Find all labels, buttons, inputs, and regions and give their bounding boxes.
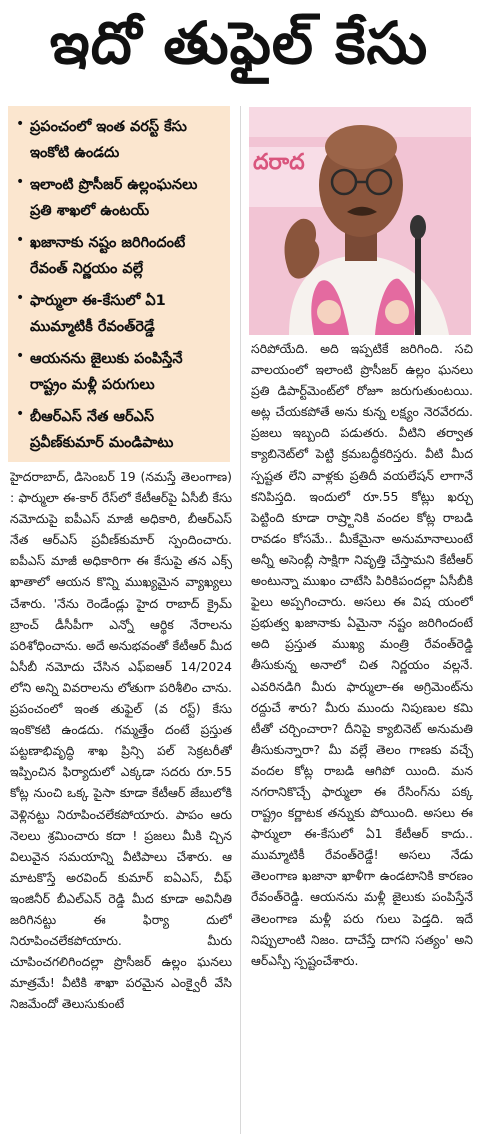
highlight-item	[16, 230, 224, 282]
highlight-text: ఫార్ములా ఈ-కేసులో ఏ1 ముమ్మాటికీ రేవంత్‌రెడ్డే	[30, 293, 166, 335]
article-column-right: సరిపోయేది. అది ఇప్పటికే జరిగింది. సచి వాలయంలో ఇలాంటి ప్రొసీజర్ ఉల్లం ఘనలు ప్రతి డిపార్ట్‌మెంట్‌లో రోజూ జరుగుతుంటయి. అట్ల చేయకపోతే అను కున్న లక్ష్యం నెరవేరదు. ప్రజలు ఇబ్బంది పడుతరు. వీటిని తర్వాత క్యాబినెట్‌లో పెట్టి క్రమబద్ధీకరిస్తరు. వీటి మీద స్పష్టత లేని వాళ్లకు ప్రతిదీ వయలేషన్ లాగానే కనిపిస్తది. ఇందులో రూ.55 కోట్లు ఖర్చు పెట్టింది కూడా రాష్ర్టానికి వందల కోట్ల రాబడి రావడం కోసమే.. మీకేమైనా అనుమానాలుంటే అన్నీ అసెంబ్లీ సాక్షిగా నివృత్తి చేస్తామని కేటీఆర్ అంటున్నా ముఖం చాటేసి పిరికిపందల్లా ఏసీబీకి ఫైలు అప్పగించారు. అసలు ఈ విష యంలో ప్రభుత్వ ఖజానాకు ఏమైనా నష్టం జరిగిందంటే అది ప్రస్తుత ముఖ్య మంత్రి రేవంత్‌రెడ్డి తీసుకున్న అనాలో చిత నిర్ణయం వల్లనే. ఎవరినడిగి మీరు ఫార్ములా-ఈ అగ్రిమెంట్‌ను రద్దుచే శారు? మీరు ముందు నిపుణుల కమి టీతో చర్చించారా? దీనిపై క్యాబినెట్ అనుమతి తీసుకున్నారా? మీ వల్లే తెలం గాణకు వచ్చే వందల కోట్ల రాబడి ఆగిపో యింది. మన నగరానికొచ్చే ఫార్ములా ఈ రేసింగ్‌ను పక్క రాష్ట్రం కర్ణాటక తన్నుకు పోయింది. అసలు ఈ ఫార్ములా ఈ-కేసులో ఏ1 కేటీఆర్ కాదు.. ముమ్మాటికీ రేవంత్‌రెడ్డే! అసలు నేడు తెలంగాణ ఖజానా ఖాళీగా ఉండటానికి కారణం రేవంత్‌రెడ్డి. ఆయనను మళ్లీ జైలుకు పంపిస్తేనే తెలంగాణ మళ్లీ పరు గులు పెడ్తది. ఇదే నిప్పులాంటి నిజం. దాచేస్తే దాగని సత్యం' అని ఆర్ఎస్పీ స్పష్టంచేశారు.	[251, 341, 473, 968]
bullet-icon: •	[16, 406, 25, 422]
highlight-text: ప్రపంచంలో ఇంత వరస్ట్ కేసు ఇంకోటి ఉండదు	[30, 119, 187, 161]
highlight-text: ఖజానాకు నష్టం జరిగిందంటే రేవంత్ నిర్ణయం వల్లే	[30, 235, 186, 277]
headline: ఇదో తుఫైల్ కేసు	[49, 8, 429, 77]
highlight-item	[16, 288, 224, 340]
speaker-photo	[249, 107, 471, 335]
bullet-icon: •	[16, 348, 25, 364]
highlight-text: ఇలాంటి ప్రొసీజర్ ఉల్లంఘనలు ప్రతి శాఖలో ఉంటయ్	[30, 177, 198, 219]
speaker-photo-illustration	[249, 107, 471, 335]
bullet-icon: •	[16, 174, 25, 190]
backdrop-text: దరాద	[253, 150, 305, 175]
bullet-icon: •	[16, 232, 25, 248]
highlight-text: బీఆర్ఎస్ నేత ఆర్ఎస్ ప్రవీణ్‌కుమార్ మండిపాటు	[30, 409, 174, 451]
bullet-icon: •	[16, 290, 25, 306]
highlight-item	[16, 172, 224, 224]
highlight-text: ఆయనను జైలుకు పంపిస్తేనే రాష్ట్రం మళ్లీ పరుగులు	[30, 351, 183, 393]
highlights-box	[8, 106, 230, 462]
column-divider	[240, 106, 241, 1134]
article-column-left: హైదరాబాద్, డిసెంబర్ 19 (నమస్తే తెలంగాణ) : ఫార్ములా ఈ-కార్ రేస్‌లో కేటీఆర్‌పై ఏసీబీ కేసు నమోదుపై ఐపీఎస్ మాజీ అధికారి, బీఆర్ఎస్ నేత ఆర్ఎస్ ప్రవీణ్‌కుమార్ స్పందించారు. ఐపీఎస్ మాజీ అధికారిగా ఈ కేసుపై తన ఎక్స్ ఖాతాలో ఆయన కొన్ని ముఖ్యమైన వ్యాఖ్యలు చేశారు. 'నేను రెండేండ్లు హైద రాబాద్ క్రైమ్ బ్రాంచ్ డీసీపీగా ఎన్నో ఆర్థిక నేరాలను పరిశోధించాను. అదే అనుభవంతో కేటీఆర్ మీద ఏసీబీ నమోదు చేసిన ఎఫ్ఐఆర్ 14/2024 లోని అన్ని వివరాలను లోతుగా పరిశీలిం చాను. ప్రపంచంలో ఇంత తుఫైల్ (వ రస్ట్) కేసు ఇంకొకటి ఉండదు. గమ్మత్తేం దంటే ప్రస్తుత పట్టణాభివృద్ధి శాఖ ప్రిన్సి పల్ సెక్రటరీతో ఇప్పించిన ఫిర్యాదులో ఎక్కడా సదరు రూ.55 కోట్ల నుంచి ఒక్క పైసా కూడా కేటీఆర్ జేబులోకి వెళ్లినట్టు నిరూపించలేకపోయారు. పాపం ఆరు నెలలు శ్రమించారు కదా ! ప్రజలు మీకి చ్చిన విలువైన సమయాన్ని వీటిపాలు చేశారు. ఆ మాటకొస్తే అరవింద్ కుమార్ ఐఏఎస్, చీఫ్ ఇంజినీర్ బీఎల్ఎన్ రెడ్డి మీద కూడా అవినీతి జరిగినట్టు ఈ ఫిర్యా దులో నిరూపించలేకపోయారు. మీరు చూపించగలిగిందల్లా ప్రొసీజర్ ఉల్లం ఘనలు మాత్రమే! వీటికి శాఖా పరమైన ఎంక్వైరీ వేసి నిజమేందో తెలుసుకుంటే	[10, 469, 232, 1012]
highlight-item	[16, 404, 224, 456]
highlight-item	[16, 114, 224, 166]
highlight-item	[16, 346, 224, 398]
bullet-icon: •	[16, 116, 25, 132]
